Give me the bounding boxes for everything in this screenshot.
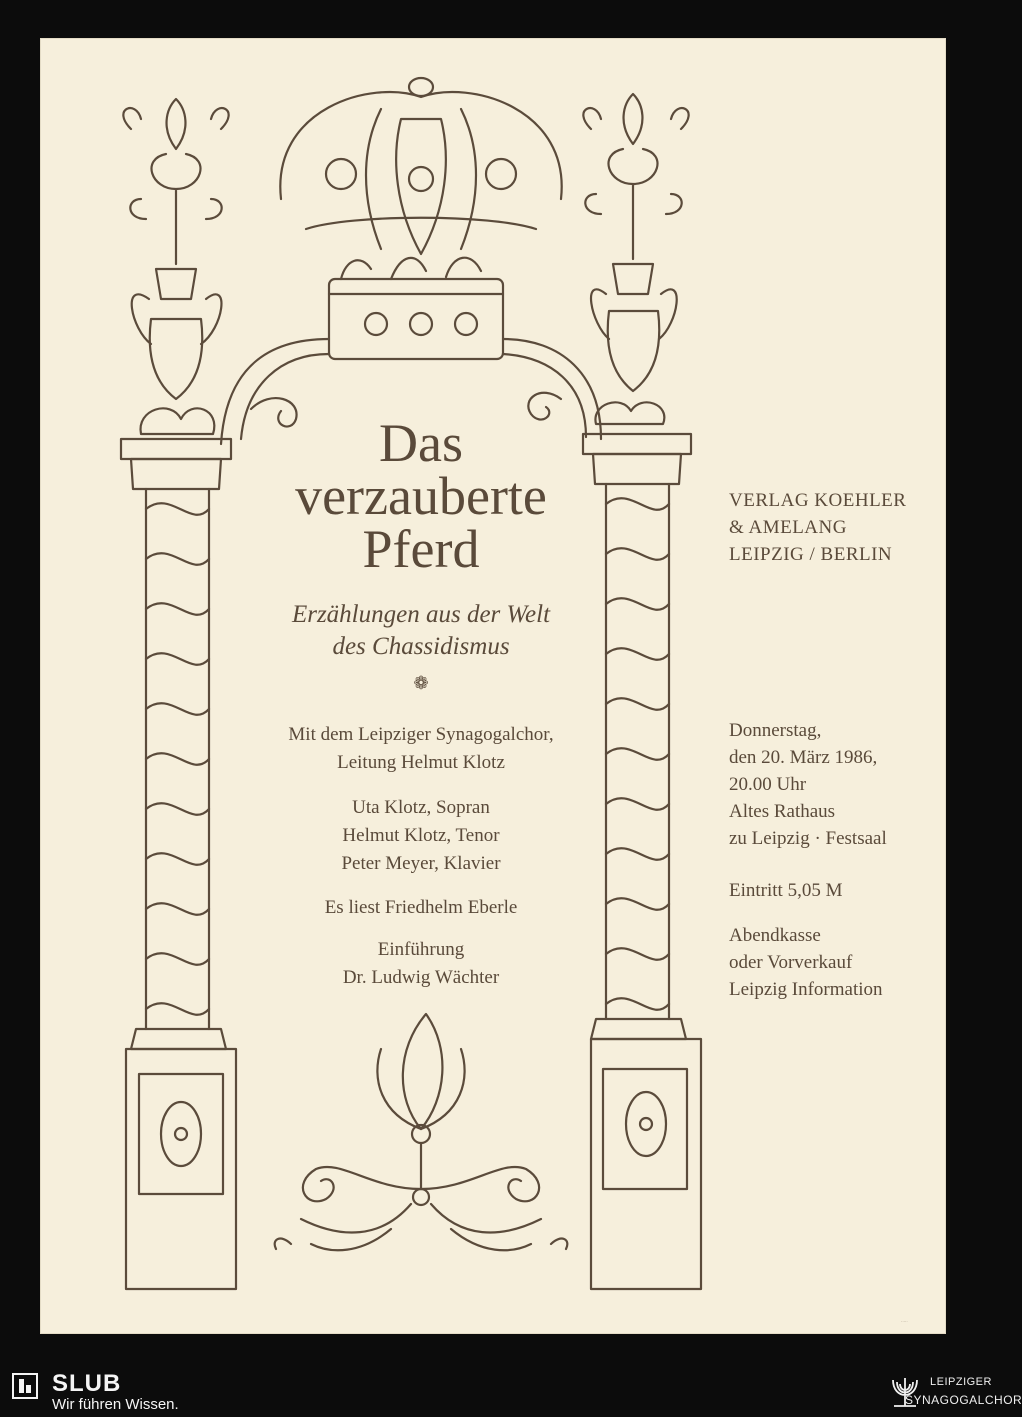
publisher-line-3: LEIPZIG / BERLIN: [729, 544, 893, 565]
event-date: den 20. März 1986,: [729, 747, 878, 768]
event-day: Donnerstag,: [729, 720, 822, 741]
event-time: 20.00 Uhr: [729, 774, 807, 795]
library-name[interactable]: SLUB: [52, 1370, 122, 1397]
choir-name-line-1: LEIPZIGER: [930, 1376, 992, 1388]
program-line-7: Einführung: [377, 939, 465, 960]
crown-illustration: [280, 78, 561, 359]
tickets-line-1: Abendkasse: [729, 925, 821, 946]
introduction-credit: [221, 936, 621, 992]
choir-name-line-2: SYNAGOGALCHOR: [905, 1393, 1022, 1407]
event-venue: Altes Rathaus: [729, 801, 836, 822]
left-column: [121, 439, 236, 1289]
performers: [221, 794, 621, 878]
admission-price: Eintritt 5,05 M: [729, 880, 843, 901]
publisher-block: [729, 487, 939, 568]
lotus-ornament: [275, 1014, 568, 1250]
slub-logo-icon[interactable]: [12, 1373, 38, 1399]
program-line-3: Uta Klotz, Sopran: [352, 797, 490, 818]
ticket-info: [729, 922, 939, 1003]
title-line-2: verzauberte: [295, 466, 547, 526]
program-line-1: Mit dem Leipziger Synagogalchor,: [288, 724, 554, 745]
library-tagline: Wir führen Wissen.: [52, 1396, 179, 1413]
program-line-4: Helmut Klotz, Tenor: [342, 825, 500, 846]
event-details: [729, 717, 939, 852]
printer-imprint: ·····: [901, 1319, 908, 1324]
choir-credit: [221, 721, 621, 777]
right-vase-ornament: [583, 94, 688, 424]
program-line-8: Dr. Ludwig Wächter: [342, 967, 500, 988]
publisher-line-2: & AMELANG: [729, 517, 847, 538]
reader-credit: Es liest Friedhelm Eberle: [324, 897, 518, 918]
left-vase-ornament: [123, 99, 228, 434]
event-room: zu Leipzig · Festsaal: [729, 828, 887, 849]
poster-title: [221, 413, 621, 579]
subtitle-line-1: Erzählungen aus der Welt: [291, 601, 551, 628]
flower-ornament-icon: ❁: [413, 673, 429, 693]
program-line-5: Peter Meyer, Klavier: [341, 853, 501, 874]
title-line-1: Das: [379, 413, 463, 473]
poster: [40, 38, 946, 1334]
subtitle-line-2: des Chassidismus: [332, 633, 510, 660]
title-line-3: Pferd: [362, 519, 480, 579]
poster-subtitle: [221, 599, 621, 663]
tickets-line-3: Leipzig Information: [729, 979, 883, 1000]
tickets-line-2: oder Vorverkauf: [729, 952, 853, 973]
publisher-line-1: VERLAG KOEHLER: [729, 490, 907, 511]
program-line-2: Leitung Helmut Klotz: [337, 752, 505, 773]
